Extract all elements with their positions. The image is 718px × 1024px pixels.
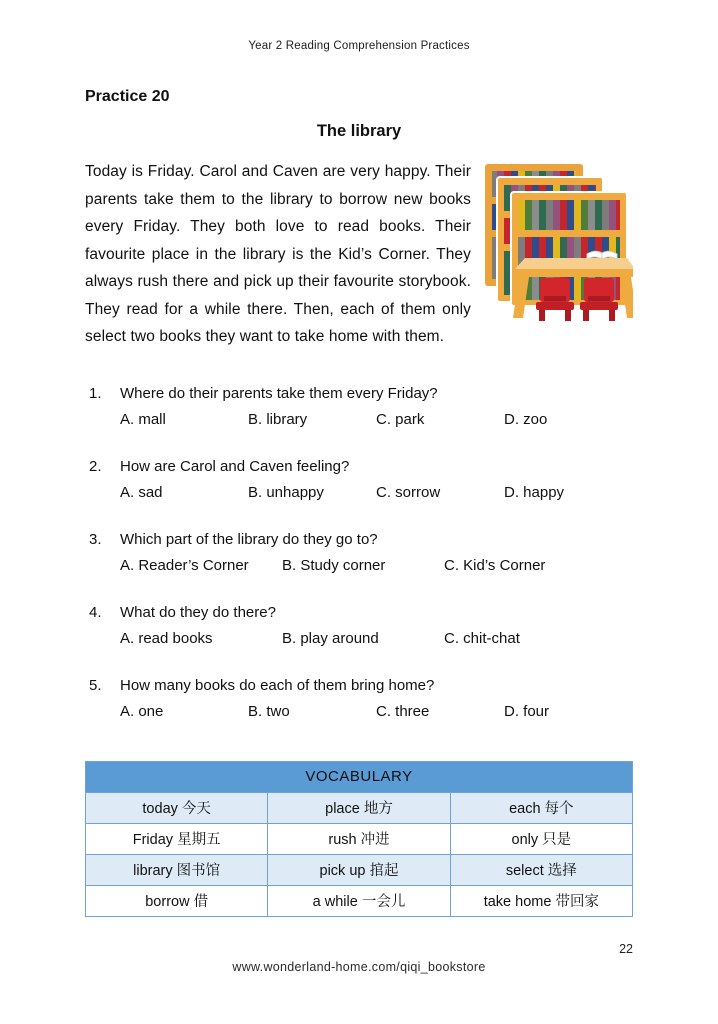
option: C. chit-chat — [444, 629, 520, 647]
vocabulary-row — [86, 823, 633, 854]
option: C. sorrow — [376, 483, 441, 501]
option: A. one — [120, 702, 164, 720]
option: D. four — [504, 702, 550, 720]
question-text: How many books do each of them bring home? — [120, 676, 435, 694]
footer-url: www.wonderland-home.com/qiqi_bookstore — [232, 960, 486, 974]
questions-section — [85, 381, 633, 725]
options-row — [120, 699, 633, 725]
option: B. two — [248, 702, 290, 720]
vocab-cell: Friday 星期五 — [86, 823, 268, 854]
options-row — [120, 626, 633, 652]
question-text: Where do their parents take them every Friday? — [120, 384, 438, 402]
question-2 — [85, 454, 633, 506]
question-text: What do they do there? — [120, 603, 276, 621]
vocabulary-title: VOCABULARY — [86, 761, 633, 792]
question-1 — [85, 381, 633, 433]
option: A. sad — [120, 483, 163, 501]
content-area — [85, 0, 633, 917]
document-header: Year 2 Reading Comprehension Practices — [248, 40, 470, 52]
question-3 — [85, 527, 633, 579]
vocab-cell: today 今天 — [86, 792, 268, 823]
question-number: 2. — [89, 457, 102, 475]
option: B. unhappy — [248, 483, 324, 501]
passage-title: The library — [316, 122, 402, 140]
option: A. Reader’s Corner — [120, 556, 249, 574]
option: A. read books — [120, 629, 213, 647]
vocab-cell: library 图书馆 — [86, 854, 268, 885]
options-row — [120, 480, 633, 506]
question-text: Which part of the library do they go to? — [120, 530, 378, 548]
vocab-cell: borrow 借 — [86, 885, 268, 916]
vocab-cell: a while 一会儿 — [268, 885, 450, 916]
option: D. happy — [504, 483, 565, 501]
question-number: 4. — [89, 603, 102, 621]
vocab-cell: select 选择 — [450, 854, 632, 885]
vocabulary-row — [86, 854, 633, 885]
question-number: 1. — [89, 384, 102, 402]
question-text: How are Carol and Caven feeling? — [120, 457, 350, 475]
vocab-cell: rush 冲进 — [268, 823, 450, 854]
vocab-cell: pick up 捾起 — [268, 854, 450, 885]
vocab-cell: only 只是 — [450, 823, 632, 854]
vocabulary-table — [85, 761, 633, 917]
passage-text: Today is Friday. Carol and Caven are very happy. Their parents take them to the library to borrow new books every Friday. They both love to read books. Their favourite place in the library is the Kid’s Corner. They always rush there and pick up their favourite storybook. They read for a while there. Then, each of them only select two books they want to take home with them. — [85, 163, 471, 345]
option: D. zoo — [504, 410, 548, 428]
question-number: 3. — [89, 530, 102, 548]
vocab-cell: place 地方 — [268, 792, 450, 823]
options-row — [120, 407, 633, 433]
question-number: 5. — [89, 676, 102, 694]
vocab-cell: each 每个 — [450, 792, 632, 823]
chair-left — [536, 278, 574, 321]
option: B. library — [248, 410, 308, 428]
library-illustration-svg — [483, 162, 633, 322]
vocabulary-header-row — [86, 761, 633, 792]
option: C. park — [376, 410, 425, 428]
option: C. three — [376, 702, 430, 720]
question-5 — [85, 673, 633, 725]
vocabulary-row — [86, 792, 633, 823]
vocabulary-row — [86, 885, 633, 916]
option: C. Kid’s Corner — [444, 556, 546, 574]
options-row — [120, 553, 633, 579]
passage — [85, 158, 633, 351]
vocab-cell: take home 带回家 — [450, 885, 632, 916]
practice-label: Practice 20 — [85, 88, 170, 105]
option: A. mall — [120, 410, 166, 428]
library-illustration-image — [483, 162, 633, 322]
option: B. Study corner — [282, 556, 386, 574]
page-number: 22 — [619, 942, 633, 956]
chair-right — [580, 278, 618, 321]
option: B. play around — [282, 629, 379, 647]
question-4 — [85, 600, 633, 652]
